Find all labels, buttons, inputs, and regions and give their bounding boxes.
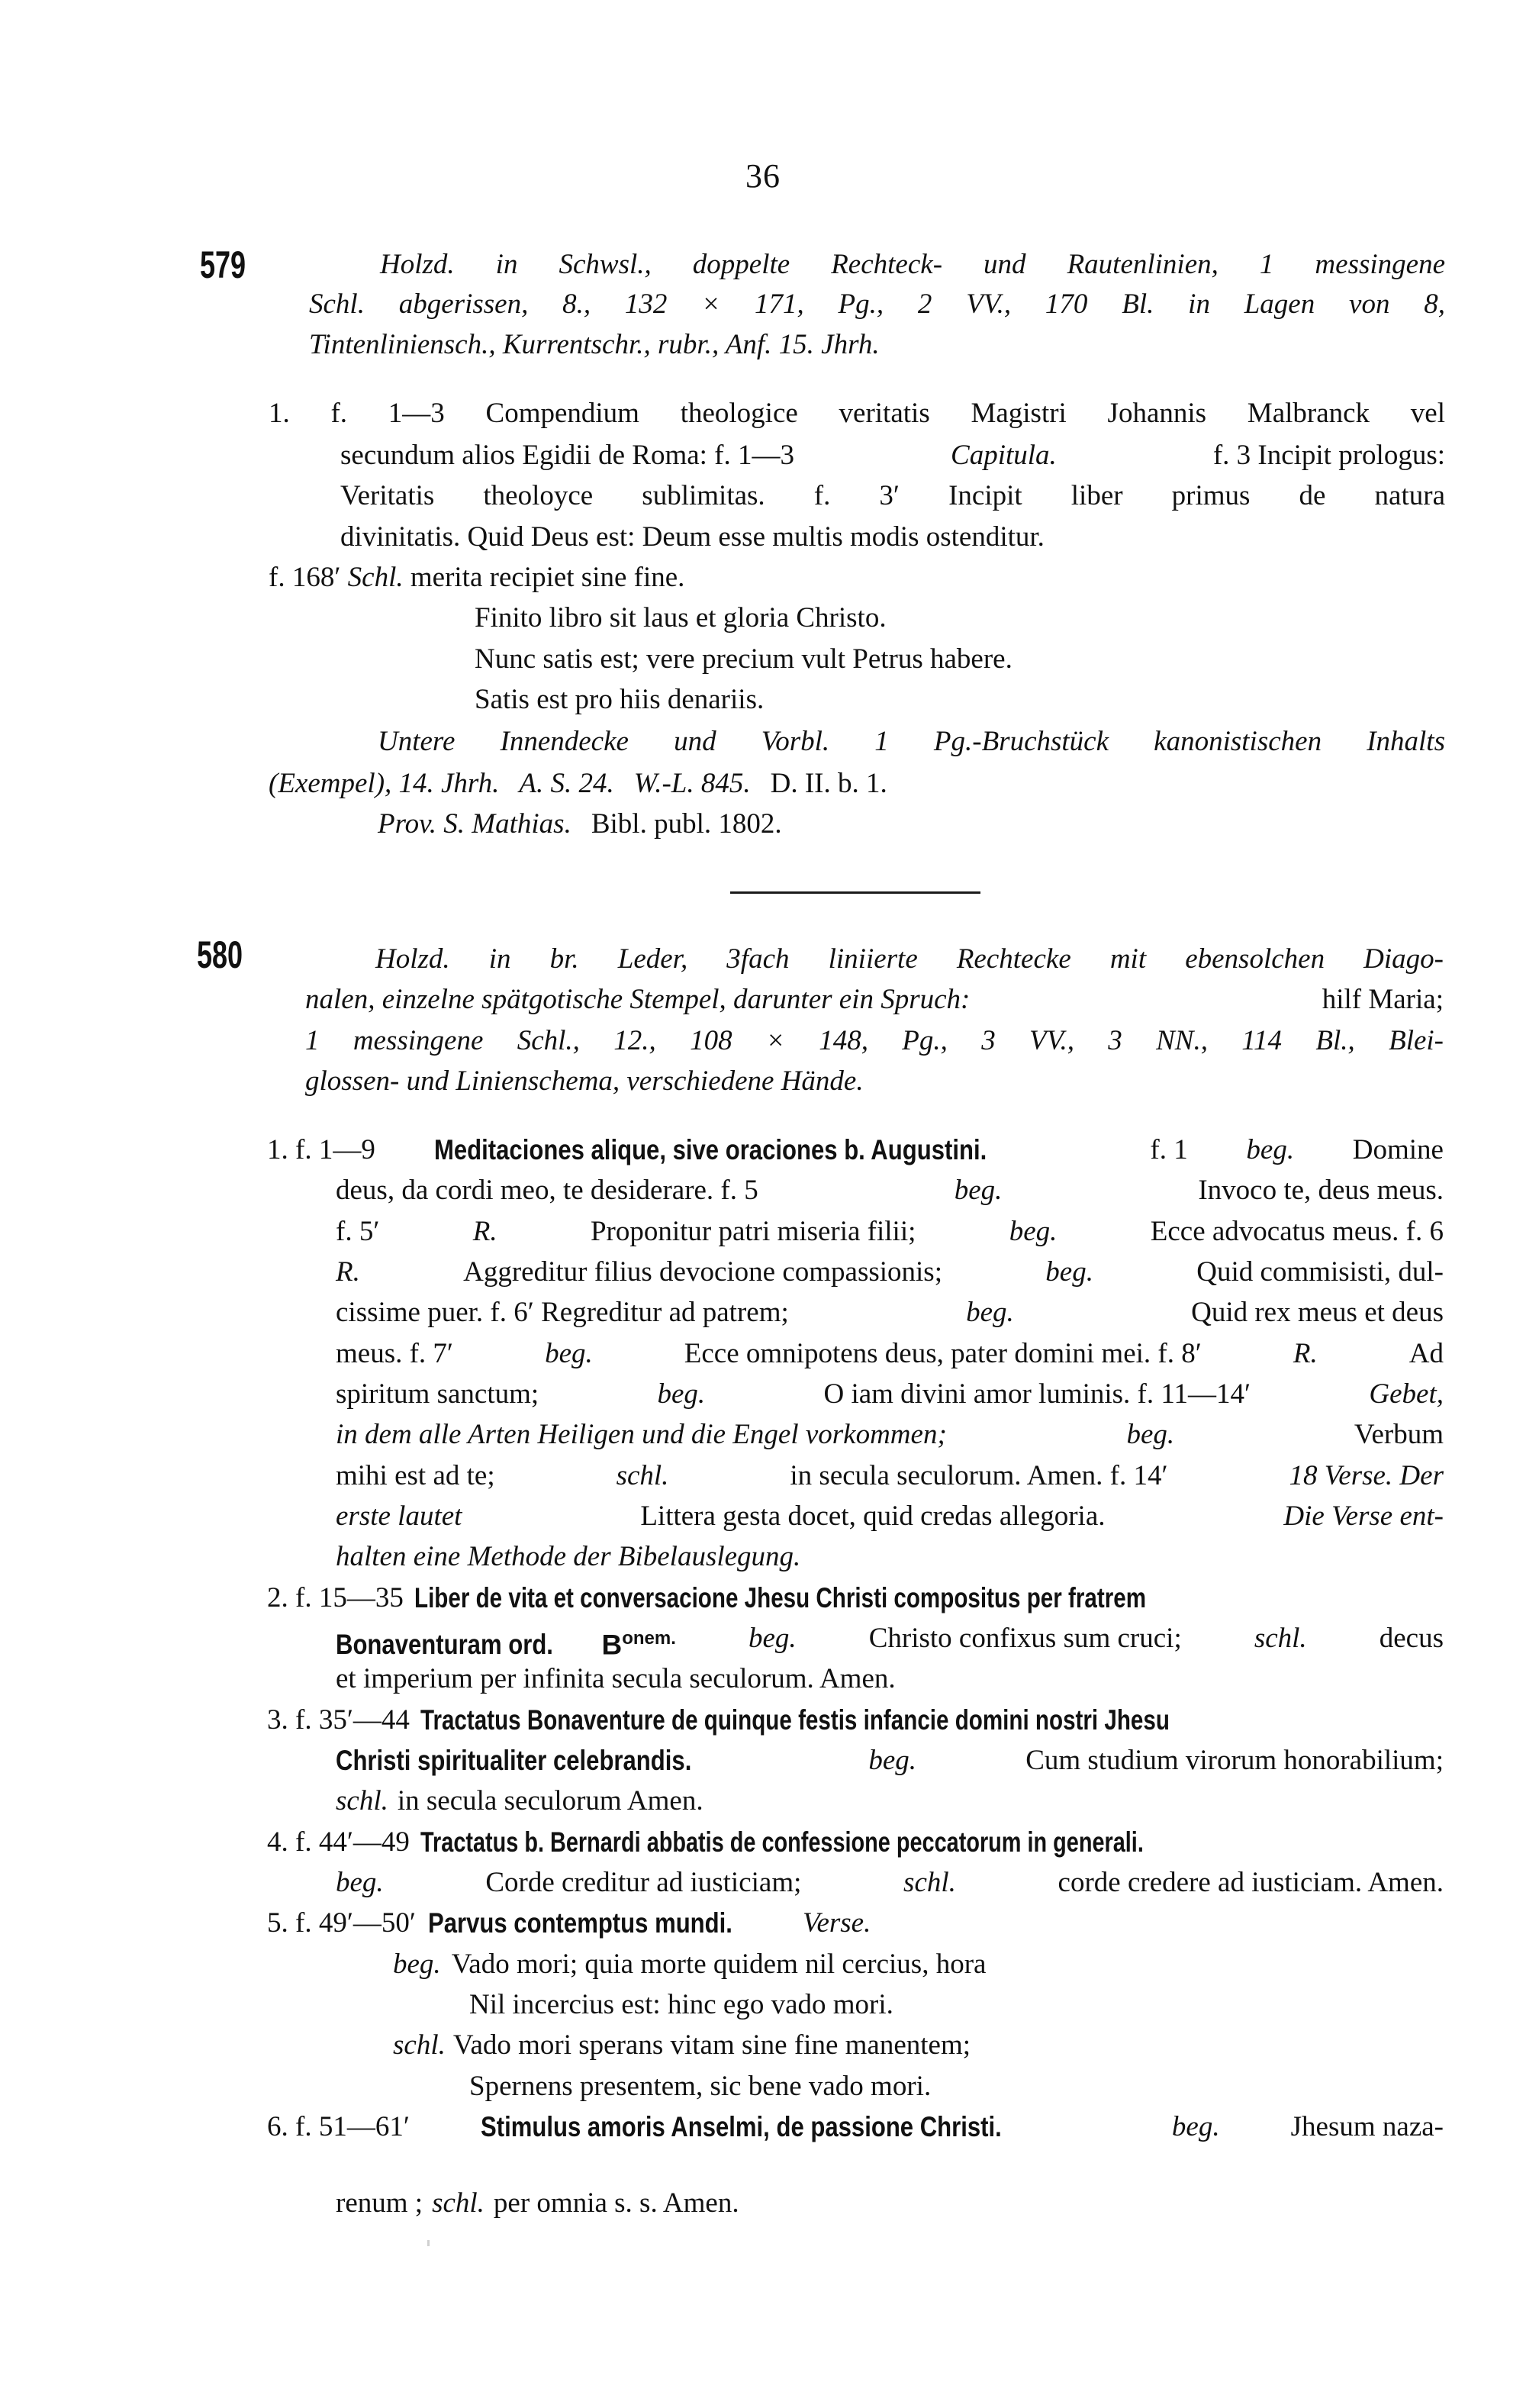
entry-580-description-line-3: 1 messingene Schl., 12., 108 × 148, Pg., 3 VV., 3 NN., 114 Bl., Blei- [305,1025,1444,1056]
entry-number-580: 580 [197,933,243,976]
entry-579-prologus: f. 3 Incipit prologus: [1212,440,1445,471]
entry-580-item-1-line-4 [336,1256,1444,1289]
entry-580-stamps-text: nalen, einzelne spätgotische Stempel, darunter ein Spruch: [305,984,971,1015]
entry-580-item-3-line-2 [336,1744,1444,1778]
text-span: in secula seculorum. Amen. f. 14′ [790,1460,1168,1491]
text-span: Quid rex meus et deus [1191,1297,1444,1328]
entry-580-item-1-line-10 [336,1500,1444,1533]
entry-579-explicit-text: merita recipiet sine fine. [410,562,685,593]
text-span: meus. f. 7′ [336,1338,454,1369]
entry-579-capitula-label: Capitula. [951,440,1057,471]
rubric-label: R. [472,1216,497,1247]
text-span: Quid commisisti, dul- [1196,1256,1444,1288]
entry-580-item-1-ref: f. 1 [1150,1134,1188,1165]
entry-579-colophon-line-3: Satis est pro hiis denariis. [475,684,765,715]
entry-580-item-6-line-2 [336,2187,739,2220]
entry-580-description-line-4: glossen- und Linienschema, verschiedene Hände. [305,1065,864,1097]
entry-580-item-5-note: Verse. [802,1907,871,1939]
entry-579-description-line-1: Holzd. in Schwsl., doppelte Rechteck- und Rautenlinien, 1 messingene [380,249,1445,280]
beg-label: beg. [393,1949,441,1980]
entry-579-colophon-line-2: Nunc satis est; vere precium vult Petrus habere. [475,643,1013,675]
beg-label: beg. [966,1297,1014,1328]
entry-580-item-1-line-9 [336,1459,1444,1493]
text-span: deus, da cordi meo, te desiderare. f. 5 [336,1175,758,1206]
entry-579-explicit-folio: f. 168′ [269,562,341,593]
rubric-label: R. [1293,1338,1318,1369]
schl-label: schl. [432,2187,485,2219]
entry-579-shelfmark: D. II. b. 1. [770,768,887,799]
schl-label: schl. [393,2029,446,2061]
entry-580-item-1-line-7 [336,1378,1444,1411]
verse-text: Vado mori sperans vitam sine fine manentem; [452,2029,971,2061]
entry-580-item-4-title: Tractatus b. Bernardi abbatis de confessione peccatorum in generali. [420,1826,1144,1858]
schl-label: schl. [903,1867,956,1898]
entry-580-item-1-line-11: halten eine Methode der Bibelauslegung. [336,1541,801,1572]
entry-579-library: Bibl. publ. 1802. [591,808,782,840]
text-span: mihi est ad te; [336,1460,495,1491]
text-span: f. 5′ [336,1216,380,1247]
section-divider [730,891,980,894]
entry-580-item-2-line-3: et imperium per infinita secula seculorum. Amen. [336,1663,896,1694]
entry-579-provenance-line [378,808,782,841]
text-span: 18 Verse. Der [1289,1460,1444,1491]
entry-580-item-6-title: Stimulus amoris Anselmi, de passione Christi. [480,2111,1002,2142]
entry-579-item-1-line-3: Veritatis theoloyce sublimitas. f. 3′ Incipit liber primus de natura [340,480,1445,511]
entry-579-description-line-2: Schl. abgerissen, 8., 132 × 171, Pg., 2 VV., 170 Bl. in Lagen von 8, [309,289,1445,320]
entry-580-item-1-line-5 [336,1296,1444,1330]
entry-580-item-3-line-3 [336,1784,703,1818]
beg-label: beg. [1045,1256,1093,1288]
text-span: Cum studium virorum honorabilium; [1025,1745,1444,1776]
beg-label: beg. [657,1378,706,1410]
text-span: in secula seculorum Amen. [397,1785,703,1816]
text-span: Aggreditur filius devocione compassionis; [463,1256,942,1288]
entry-579-item-1-text: secundum alios Egidii de Roma: f. 1—3 [340,440,794,471]
text-span: Christi spiritualiter celebrandis. [336,1745,692,1776]
beg-label: beg. [1171,2111,1220,2142]
entry-579-date: (Exempel), 14. Jhrh. [269,768,500,799]
entry-number-579: 579 [200,243,246,286]
text-span: Gebet, [1369,1378,1444,1410]
text-span: decus [1379,1623,1444,1654]
text-span: cissime puer. f. 6′ Regreditur ad patrem; [336,1297,789,1328]
entry-580-verse-line-1 [393,1948,986,1981]
entry-580-verse-line-4: Spernens presentem, sic bene vado mori. [469,2071,932,2102]
text-span: Ad [1408,1338,1444,1369]
page-number: 36 [745,157,781,195]
schl-label: schl. [1254,1623,1307,1654]
entry-580-item-1-folio: 1. f. 1—9 [267,1134,375,1165]
entry-580-item-3-folio: 3. f. 35′—44 [267,1704,410,1736]
text-span: Corde creditur ad iusticiam; [485,1867,802,1898]
entry-580-verse-line-2: Nil incercius est: hinc ego vado mori. [469,1989,893,2020]
entry-580-item-1-line-6 [336,1337,1444,1371]
text-span: O iam divini amor luminis. f. 11—14′ [823,1378,1251,1410]
text-span: Ecce advocatus meus. f. 6 [1150,1216,1444,1247]
entry-580-item-6-heading [267,2110,1444,2144]
verse-text: Vado mori; quia morte quidem nil cercius, hora [451,1949,987,1980]
text-span: spiritum sanctum; [336,1378,539,1410]
rubric-label: R. [336,1256,360,1288]
entry-580-verse-line-3 [393,2029,971,2062]
entry-580-item-1-incipit: Domine [1352,1134,1444,1165]
text-span: B [601,1629,623,1661]
text-span: Invoco te, deus meus. [1198,1175,1444,1206]
entry-580-item-1-line-3 [336,1215,1444,1249]
text-span: renum ; [336,2187,423,2219]
entry-579-notes-line-1: Untere Innendecke und Vorbl. 1 Pg.-Bruchstück kanonistischen Inhalts [378,726,1445,757]
beg-label: beg. [954,1175,1003,1206]
entry-580-item-1-line-2 [336,1174,1444,1207]
entry-579-signature-wl: W.-L. 845. [633,768,751,799]
entry-579-item-1-line-2 [340,439,1445,472]
text-span: Ecce omnipotens deus, pater domini mei. f. 8′ [684,1338,1202,1369]
text-span: Verbum [1354,1419,1444,1450]
entry-579-item-1-line-4: divinitatis. Quid Deus est: Deum esse multis modis ostenditur. [340,521,1045,553]
entry-580-item-1-title: Meditaciones alique, sive oraciones b. Augustini. [433,1134,987,1165]
entry-580-beg-label: beg. [1246,1134,1295,1165]
superscript: onem. [622,1628,676,1649]
entry-580-item-1-line-8 [336,1418,1444,1452]
entry-579-signature-as: A. S. 24. [519,768,614,799]
text-span: erste lautet [336,1501,462,1532]
beg-label: beg. [1009,1216,1058,1247]
text-span: Die Verse ent- [1283,1501,1444,1532]
beg-label: beg. [748,1623,797,1654]
entry-580-item-5-folio: 5. f. 49′—50′ [267,1907,417,1939]
entry-580-item-5-heading [267,1907,871,1940]
entry-580-description-line-2 [305,983,1444,1017]
entry-580-item-3-heading [267,1704,1444,1737]
entry-579-explicit-label: Schl. [347,562,404,593]
entry-580-item-3-title: Tractatus Bonaventure de quinque festis infancie domini nostri Jhesu [420,1704,1170,1736]
beg-label: beg. [1126,1419,1175,1450]
entry-580-item-2-line-2 [336,1622,1444,1662]
entry-580-item-2-heading [267,1581,1444,1615]
entry-579-provenance: Prov. S. Mathias. [378,808,571,840]
entry-580-item-4-folio: 4. f. 44′—49 [267,1826,410,1858]
entry-580-item-4-heading [267,1826,1444,1859]
entry-580-item-1-heading [267,1133,1444,1167]
text-span: Proponitur patri miseria filii; [590,1216,916,1247]
text-span: in dem alle Arten Heiligen und die Engel vorkommen; [336,1419,947,1450]
entry-580-item-2-folio: 2. f. 15—35 [267,1582,404,1613]
entry-579-colophon-line-1: Finito libro sit laus et gloria Christo. [475,602,887,633]
text-span: corde credere ad iusticiam. Amen. [1058,1867,1444,1898]
text-span: Bonaventuram ord. [336,1629,553,1661]
entry-580-item-5-title: Parvus contemptus mundi. [428,1907,732,1939]
beg-label: beg. [868,1745,917,1776]
entry-580-item-2-title: Liber de vita et conversacione Jhesu Christi compositus per fratrem [414,1582,1146,1613]
entry-579-item-1-heading: 1. f. 1—3 Compendium theologice veritatis Magistri Johannis Malbranck vel [269,398,1445,429]
entry-580-motto: hilf Maria; [1322,984,1444,1015]
schl-label: schl. [616,1460,669,1491]
schl-label: schl. [336,1785,388,1816]
text-span: Christo confixus sum cruci; [868,1623,1182,1654]
text-span: Littera gesta docet, quid credas allegoria. [640,1501,1106,1532]
beg-label: beg. [336,1867,384,1898]
entry-580-item-4-line-2 [336,1866,1444,1900]
entry-579-notes-line-2 [269,767,1184,801]
entry-580-item-6-folio: 6. f. 51—61′ [267,2111,410,2142]
scan-speck [427,2240,430,2246]
entry-579-description-line-3: Tintenliniensch., Kurrentschr., rubr., Anf. 15. Jhrh. [309,329,880,360]
entry-579-explicit-line [269,561,684,595]
text-span: Jhesum naza- [1290,2111,1444,2142]
text-span: per omnia s. s. Amen. [493,2187,739,2219]
entry-580-description-line-1: Holzd. in br. Leder, 3fach liniierte Rechtecke mit ebensolchen Diago- [375,943,1444,975]
beg-label: beg. [545,1338,593,1369]
